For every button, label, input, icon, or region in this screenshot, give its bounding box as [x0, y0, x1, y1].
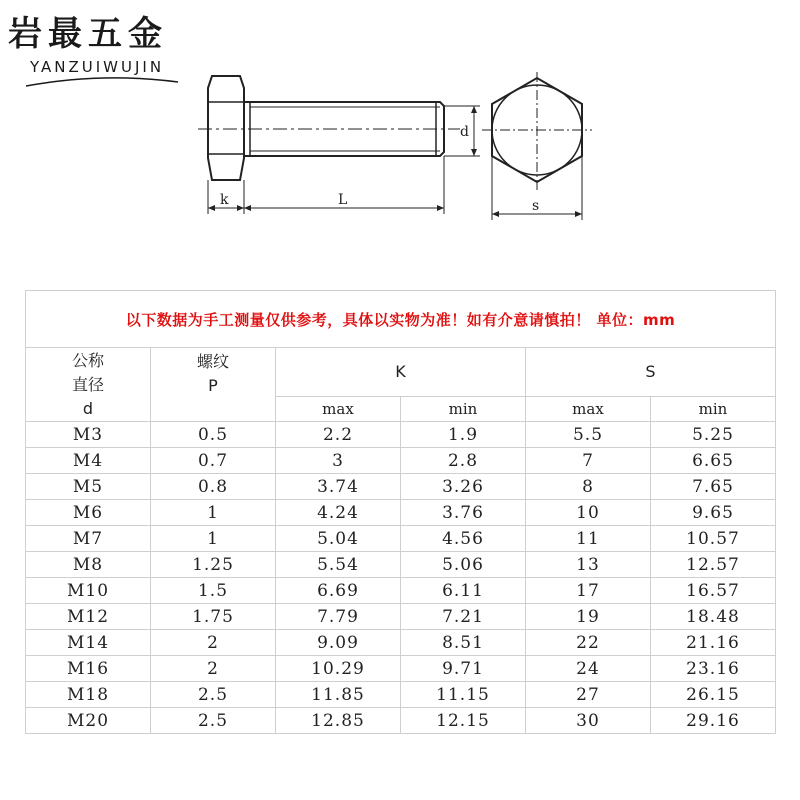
header-k-min: min: [401, 397, 526, 422]
table-row: [26, 578, 776, 604]
cell-s-max: 13: [526, 552, 651, 578]
cell-d: M14: [26, 630, 151, 656]
cell-d: M12: [26, 604, 151, 630]
cell-d: M5: [26, 474, 151, 500]
dim-label-k: k: [220, 192, 229, 208]
cell-k-min: 8.51: [401, 630, 526, 656]
cell-d: M16: [26, 656, 151, 682]
table-row: [26, 422, 776, 448]
cell-s-max: 17: [526, 578, 651, 604]
cell-k-max: 10.29: [276, 656, 401, 682]
bolt-head: [208, 76, 244, 180]
dim-label-s: s: [532, 198, 540, 214]
header-k-max: max: [276, 397, 401, 422]
table-row: [26, 526, 776, 552]
table-row: [26, 630, 776, 656]
cell-k-max: 7.79: [276, 604, 401, 630]
brand-logo-cn: 岩最五金: [8, 14, 168, 54]
spec-table: [25, 290, 776, 734]
cell-k-max: 4.24: [276, 500, 401, 526]
cell-s-max: 27: [526, 682, 651, 708]
cell-d: M4: [26, 448, 151, 474]
header-s: S: [526, 348, 776, 397]
cell-d: M7: [26, 526, 151, 552]
cell-k-max: 3.74: [276, 474, 401, 500]
header-s-max: max: [526, 397, 651, 422]
cell-s-max: 7: [526, 448, 651, 474]
table-row: [26, 604, 776, 630]
cell-k-min: 7.21: [401, 604, 526, 630]
cell-s-min: 29.16: [651, 708, 776, 734]
cell-k-min: 6.11: [401, 578, 526, 604]
cell-p: 2.5: [151, 708, 276, 734]
cell-p: 1.5: [151, 578, 276, 604]
cell-k-min: 3.26: [401, 474, 526, 500]
cell-p: 2: [151, 656, 276, 682]
cell-p: 0.7: [151, 448, 276, 474]
table-row: [26, 500, 776, 526]
cell-k-max: 5.04: [276, 526, 401, 552]
header-nominal-diameter: 公称 直径 d: [26, 348, 151, 422]
cell-s-min: 10.57: [651, 526, 776, 552]
table-row: [26, 474, 776, 500]
cell-d: M6: [26, 500, 151, 526]
cell-s-min: 7.65: [651, 474, 776, 500]
header-k: K: [276, 348, 526, 397]
table-row: [26, 552, 776, 578]
cell-k-max: 9.09: [276, 630, 401, 656]
cell-d: M18: [26, 682, 151, 708]
cell-p: 0.8: [151, 474, 276, 500]
dim-label-d: d: [460, 124, 469, 140]
cell-s-min: 16.57: [651, 578, 776, 604]
cell-s-min: 18.48: [651, 604, 776, 630]
cell-s-max: 22: [526, 630, 651, 656]
bolt-diagram: [190, 70, 610, 230]
cell-d: M10: [26, 578, 151, 604]
cell-s-min: 5.25: [651, 422, 776, 448]
cell-k-min: 4.56: [401, 526, 526, 552]
cell-d: M3: [26, 422, 151, 448]
cell-s-min: 6.65: [651, 448, 776, 474]
cell-k-min: 9.71: [401, 656, 526, 682]
measurement-notice: 以下数据为手工测量仅供参考，具体以实物为准！如有介意请慎拍！ 单位：mm: [26, 291, 776, 348]
cell-s-max: 24: [526, 656, 651, 682]
cell-s-min: 21.16: [651, 630, 776, 656]
cell-s-min: 23.16: [651, 656, 776, 682]
cell-s-min: 26.15: [651, 682, 776, 708]
header-s-min: min: [651, 397, 776, 422]
table-row: [26, 708, 776, 734]
cell-k-max: 11.85: [276, 682, 401, 708]
table-row: [26, 682, 776, 708]
cell-k-max: 3: [276, 448, 401, 474]
cell-p: 0.5: [151, 422, 276, 448]
cell-s-min: 12.57: [651, 552, 776, 578]
cell-k-min: 3.76: [401, 500, 526, 526]
brand-logo-en: YANZUIWUJIN: [30, 58, 165, 76]
cell-k-min: 1.9: [401, 422, 526, 448]
cell-k-min: 12.15: [401, 708, 526, 734]
cell-s-min: 9.65: [651, 500, 776, 526]
spec-table-body: [26, 422, 776, 734]
cell-s-max: 5.5: [526, 422, 651, 448]
cell-s-max: 19: [526, 604, 651, 630]
cell-k-min: 5.06: [401, 552, 526, 578]
spec-table-container: [25, 290, 775, 734]
cell-d: M20: [26, 708, 151, 734]
cell-s-max: 10: [526, 500, 651, 526]
cell-p: 1.25: [151, 552, 276, 578]
cell-p: 1: [151, 526, 276, 552]
cell-k-max: 6.69: [276, 578, 401, 604]
cell-k-min: 2.8: [401, 448, 526, 474]
header-thread-pitch: 螺纹 P: [151, 348, 276, 422]
cell-s-max: 30: [526, 708, 651, 734]
cell-k-min: 11.15: [401, 682, 526, 708]
cell-k-max: 5.54: [276, 552, 401, 578]
cell-s-max: 8: [526, 474, 651, 500]
cell-p: 1.75: [151, 604, 276, 630]
cell-d: M8: [26, 552, 151, 578]
cell-p: 1: [151, 500, 276, 526]
dim-label-L: L: [338, 192, 348, 208]
cell-k-max: 12.85: [276, 708, 401, 734]
table-row: [26, 448, 776, 474]
table-row: [26, 656, 776, 682]
cell-p: 2: [151, 630, 276, 656]
cell-s-max: 11: [526, 526, 651, 552]
cell-p: 2.5: [151, 682, 276, 708]
cell-k-max: 2.2: [276, 422, 401, 448]
